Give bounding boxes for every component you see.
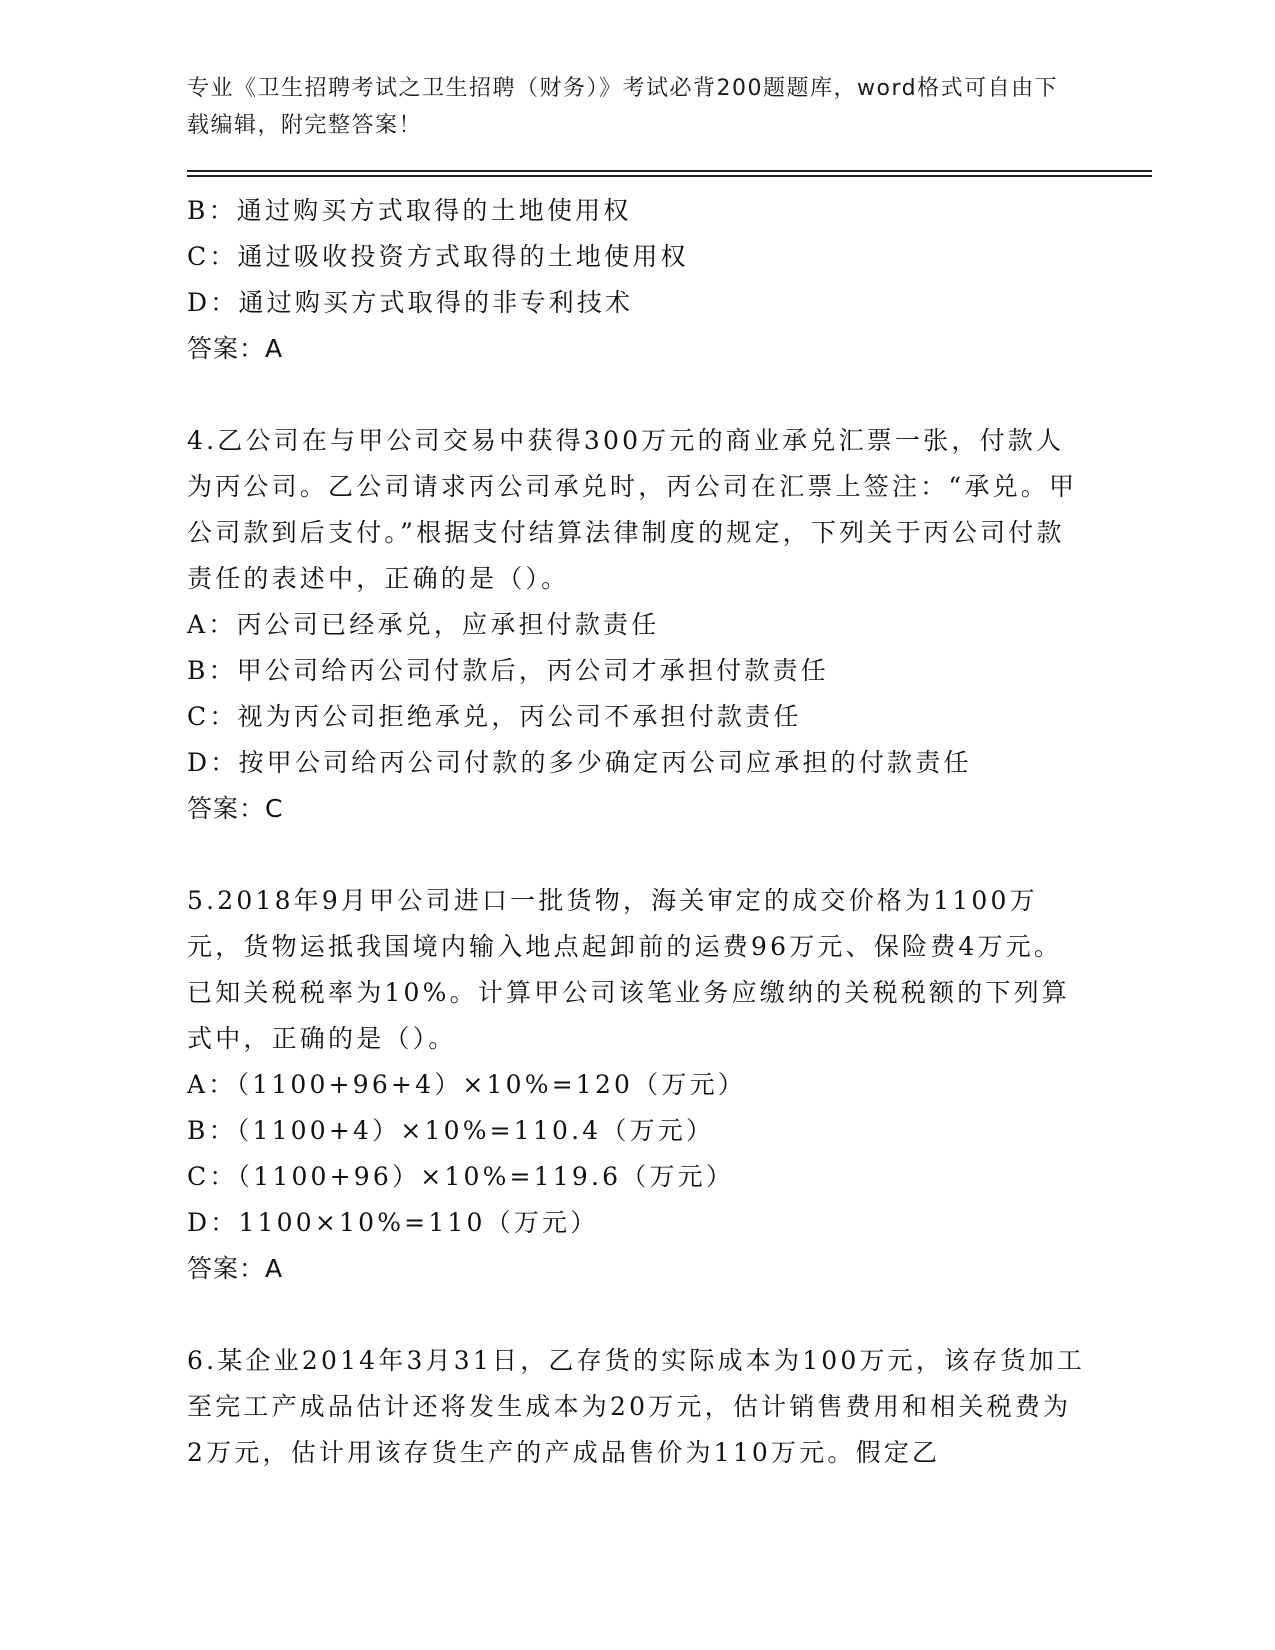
- option-c: C：通过吸收投资方式取得的土地使用权: [187, 242, 689, 271]
- header-rule-bottom: [187, 175, 1152, 177]
- option-b: B：通过购买方式取得的土地使用权: [187, 196, 632, 225]
- question-6: [187, 1338, 1087, 1476]
- question-5: [187, 878, 1087, 1292]
- question-4: [187, 418, 1087, 832]
- spacer: [187, 1292, 1087, 1338]
- option-d: D：按甲公司给丙公司付款的多少确定丙公司应承担的付款责任: [187, 748, 972, 777]
- question-content: [187, 188, 1087, 1476]
- option-d: D：1100×10%=110（万元）: [187, 1208, 599, 1237]
- option-c: C：视为丙公司拒绝承兑，丙公司不承担付款责任: [187, 702, 802, 731]
- question-stem: 4.乙公司在与甲公司交易中获得300万元的商业承兑汇票一张，付款人为丙公司。乙公司请求丙公司承兑时，丙公司在汇票上签注：“承兑。甲公司款到后支付。”根据支付结算法律制度的规定，下列关于丙公司付款责任的表述中，正确的是（）。: [187, 426, 1078, 593]
- document-header: 专业《卫生招聘考试之卫生招聘（财务）》考试必背200题题库，word格式可自由下载编辑，附完整答案！: [187, 76, 1059, 138]
- header-rule-top: [187, 170, 1152, 172]
- option-b: B：（1100+4）×10%=110.4（万元）: [187, 1116, 715, 1145]
- spacer: [187, 372, 1087, 418]
- question-3-tail: [187, 188, 1087, 372]
- option-b: B：甲公司给丙公司付款后，丙公司才承担付款责任: [187, 656, 829, 685]
- spacer: [187, 832, 1087, 878]
- option-a: A：丙公司已经承兑，应承担付款责任: [187, 610, 660, 639]
- question-stem: 6.某企业2014年3月31日，乙存货的实际成本为100万元，该存货加工至完工产成品估计还将发生成本为20万元，估计销售费用和相关税费为2万元，估计用该存货生产的产成品售价为110万元。假定乙: [187, 1346, 1086, 1467]
- question-stem: 5.2018年9月甲公司进口一批货物，海关审定的成交价格为1100万元，货物运抵我国境内输入地点起卸前的运费96万元、保险费4万元。已知关税税率为10%。计算甲公司该笔业务应缴纳的关税税额的下列算式中，正确的是（）。: [187, 886, 1070, 1053]
- option-c: C：（1100+96）×10%=119.6（万元）: [187, 1162, 735, 1191]
- option-a: A：（1100+96+4）×10%=120（万元）: [187, 1070, 746, 1099]
- answer: 答案：C: [187, 794, 284, 823]
- answer: 答案：A: [187, 1254, 284, 1283]
- answer: 答案：A: [187, 334, 284, 363]
- option-d: D：通过购买方式取得的非专利技术: [187, 288, 634, 317]
